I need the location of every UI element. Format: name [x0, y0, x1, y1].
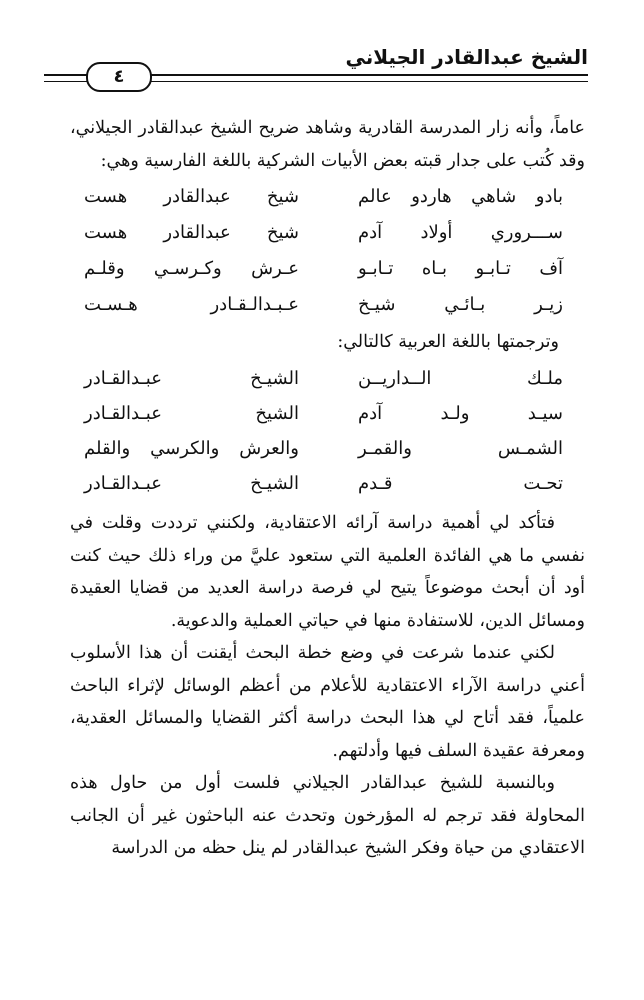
running-title: الشيخ عبدالقادر الجيلاني — [345, 45, 588, 69]
verse-second-hemistich: الشيـخ عبـدالقـادر — [84, 368, 299, 389]
body-paragraph: وبالنسبة للشيخ عبدالقادر الجيلاني فلست أول من حاول هذه المحاولة فقد ترجم له المؤرخون وتحدث عنه الباحثون غير أن الجانب الاعتقادي من حياة وفكر الشيخ عبدالقادر لم ينل حظه من الدراسة — [70, 773, 585, 858]
verse-second-hemistich: شيخ عبدالقادر هست — [84, 186, 299, 207]
page-body — [70, 112, 585, 865]
poem-verse — [70, 251, 585, 287]
verse-second-hemistich: الشيخ عبـدالقـادر — [84, 403, 299, 424]
poem-verse — [70, 466, 585, 501]
persian-poem — [70, 179, 585, 323]
translation-intro: وترجمتها باللغة العربية كالتالي: — [337, 332, 559, 352]
verse-first-hemistich: ملـك الــداريــن — [358, 368, 563, 389]
verse-first-hemistich: سيـد ولـد آدم — [358, 403, 563, 424]
verse-first-hemistich: ســـروري أولاد آدم — [358, 222, 563, 243]
verse-first-hemistich: بادو شاهي هاردو عالم — [358, 186, 563, 207]
intro-paragraph: عاماً، وأنه زار المدرسة القادرية وشاهد ضريح الشيخ عبدالقادر الجيلاني، وقد كُتب على جدار قبته بعض الأبيات الشركية باللغة الفارسية وهي: — [70, 118, 585, 171]
poem-verse — [70, 179, 585, 215]
verse-second-hemistich: شيخ عبدالقادر هست — [84, 222, 299, 243]
verse-first-hemistich: آف تـابـو بـاه تـابـو — [358, 258, 563, 279]
poem-verse — [70, 361, 585, 396]
verse-second-hemistich: الشيـخ عبـدالقـادر — [84, 473, 299, 494]
page-header — [44, 40, 588, 106]
body-paragraph: فتأكد لي أهمية دراسة آرائه الاعتقادية، ولكنني ترددت وقلت في نفسي ما هي الفائدة العلمية التي ستعود عليَّ من وراء ذلك حيث كنت أود أن أبحث موضوعاً يتيح لي فرصة دراسة العديد من قضايا العقيدة ومسائل الدين، للاستفادة منها في حياتي العملية والدعوية. — [70, 513, 585, 631]
verse-first-hemistich: تحـت قـدم — [358, 473, 563, 494]
poem-verse — [70, 431, 585, 466]
poem-verse — [70, 287, 585, 323]
poem-verse — [70, 215, 585, 251]
verse-first-hemistich: الشمـس والقمـر — [358, 438, 563, 459]
verse-second-hemistich: والعرش والكرسي والقلم — [84, 438, 299, 459]
verse-second-hemistich: عـرش وكـرسـي وقلـم — [84, 258, 299, 279]
verse-first-hemistich: زيـر بـائـي شيـخ — [358, 294, 563, 315]
page-number: ٤ — [86, 62, 152, 92]
poem-verse — [70, 396, 585, 431]
verse-second-hemistich: عـبـدالـقـادر هـسـت — [84, 294, 299, 315]
arabic-poem — [70, 361, 585, 501]
body-paragraph: لكني عندما شرعت في وضع خطة البحث أيقنت أن هذا الأسلوب أعني دراسة الآراء الاعتقادية للأعلام من أعظم الوسائل لإثراء الباحث علمياً، فقد أتاح لي هذا البحث دراسة أكثر القضايا والمسائل العقدية، ومعرفة عقيدة السلف فيها وأدلتهم. — [70, 643, 585, 761]
